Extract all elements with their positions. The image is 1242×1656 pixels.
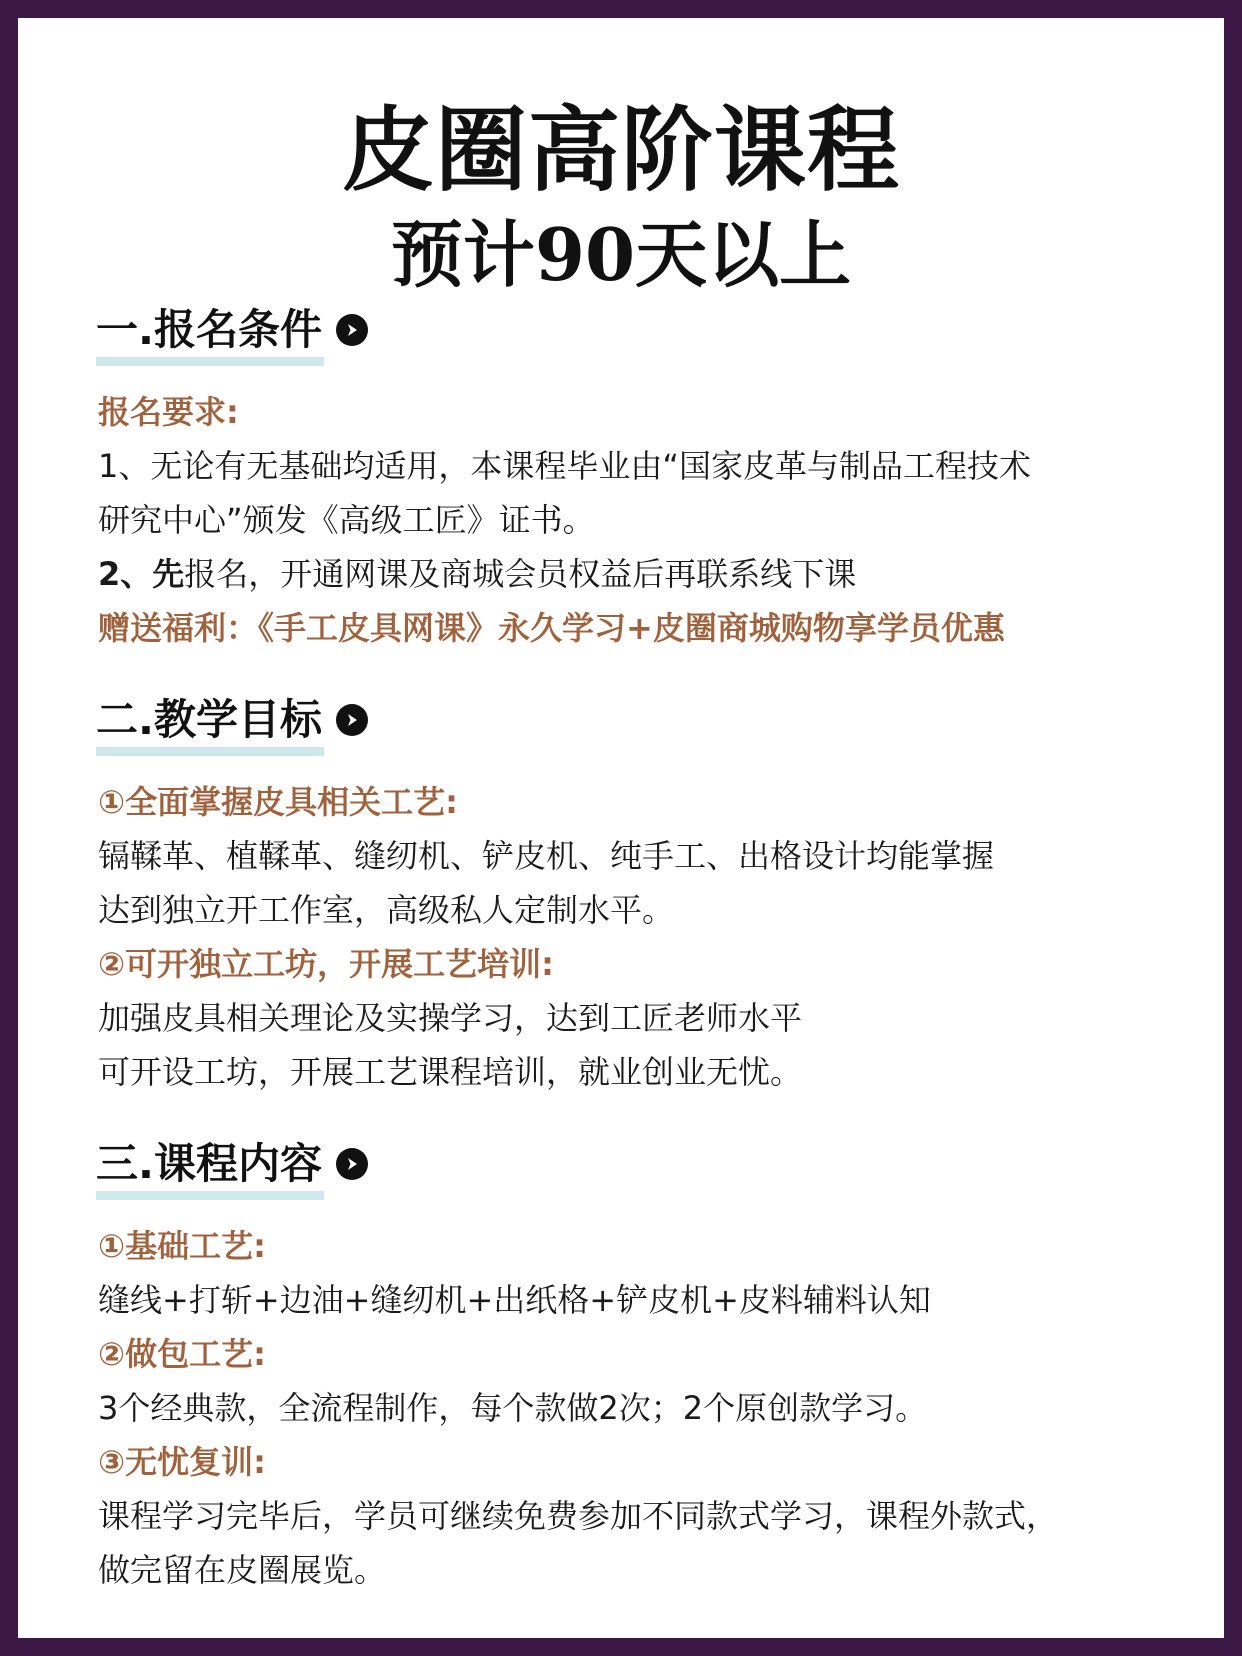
goal-1-line-1: 镉鞣革、植鞣革、缝纫机、铲皮机、纯手工、出格设计均能掌握: [98, 837, 995, 875]
enroll-item-2-bold: 2、先: [98, 555, 185, 593]
goal-2-label: ②可开独立工坊，开展工艺培训:: [98, 945, 554, 983]
enroll-item-2-rest: 报名，开通网课及商城会员权益后再联系线下课: [184, 555, 857, 593]
arrow-right-circle-icon: [336, 704, 368, 736]
poster-card: [18, 18, 1224, 1638]
goal-1-label: ①全面掌握皮具相关工艺:: [98, 783, 458, 821]
section-heading-text: 三.课程内容: [96, 1136, 324, 1192]
content-1-label: ①基础工艺:: [98, 1227, 266, 1265]
content-2-label: ②做包工艺:: [98, 1335, 266, 1373]
goal-2-line-2: 可开设工坊，开展工艺课程培训，就业创业无忧。: [98, 1053, 803, 1091]
content-3-line-1: 课程学习完毕后，学员可继续免费参加不同款式学习，课程外款式，: [98, 1497, 1059, 1535]
section-heading-text: 一.报名条件: [96, 302, 324, 358]
enroll-item-2: [98, 552, 1184, 596]
content-3-label: ③无忧复训:: [98, 1443, 266, 1481]
page-subtitle: 预计90天以上: [390, 212, 852, 297]
section-heading-text: 二.教学目标: [96, 692, 324, 748]
content-2-line: 3个经典款，全流程制作，每个款做2次；2个原创款学习。: [98, 1389, 928, 1427]
arrow-right-circle-icon: [336, 1148, 368, 1180]
page-title: [18, 96, 1224, 204]
section-heading-goals: [96, 690, 368, 750]
content-1-line: 缝线+打斩+边油+缝纫机+出纸格+铲皮机+皮料辅料认知: [98, 1281, 931, 1319]
gift-benefits: 赠送福利：《手工皮具网课》永久学习+皮圈商城购物享学员优惠: [98, 609, 1005, 647]
enroll-item-1-line-2: 研究中心”颁发《高级工匠》证书。: [98, 501, 595, 539]
goal-1-line-2: 达到独立开工作室，高级私人定制水平。: [98, 891, 675, 929]
section-heading-enrollment: [96, 300, 368, 360]
enroll-requirement-label: 报名要求:: [98, 393, 239, 431]
enroll-item-1-line-1: 1、无论有无基础均适用，本课程毕业由“国家皮革与制品工程技术: [98, 447, 1031, 485]
goal-2-line-1: 加强皮具相关理论及实操学习，达到工匠老师水平: [98, 999, 803, 1037]
title-main-text: 皮圈高阶课程: [341, 96, 900, 204]
arrow-right-circle-icon: [336, 314, 368, 346]
content-3-line-2: 做完留在皮圈展览。: [98, 1551, 387, 1589]
section-heading-content: [96, 1134, 368, 1194]
title-highlight: [328, 96, 914, 204]
